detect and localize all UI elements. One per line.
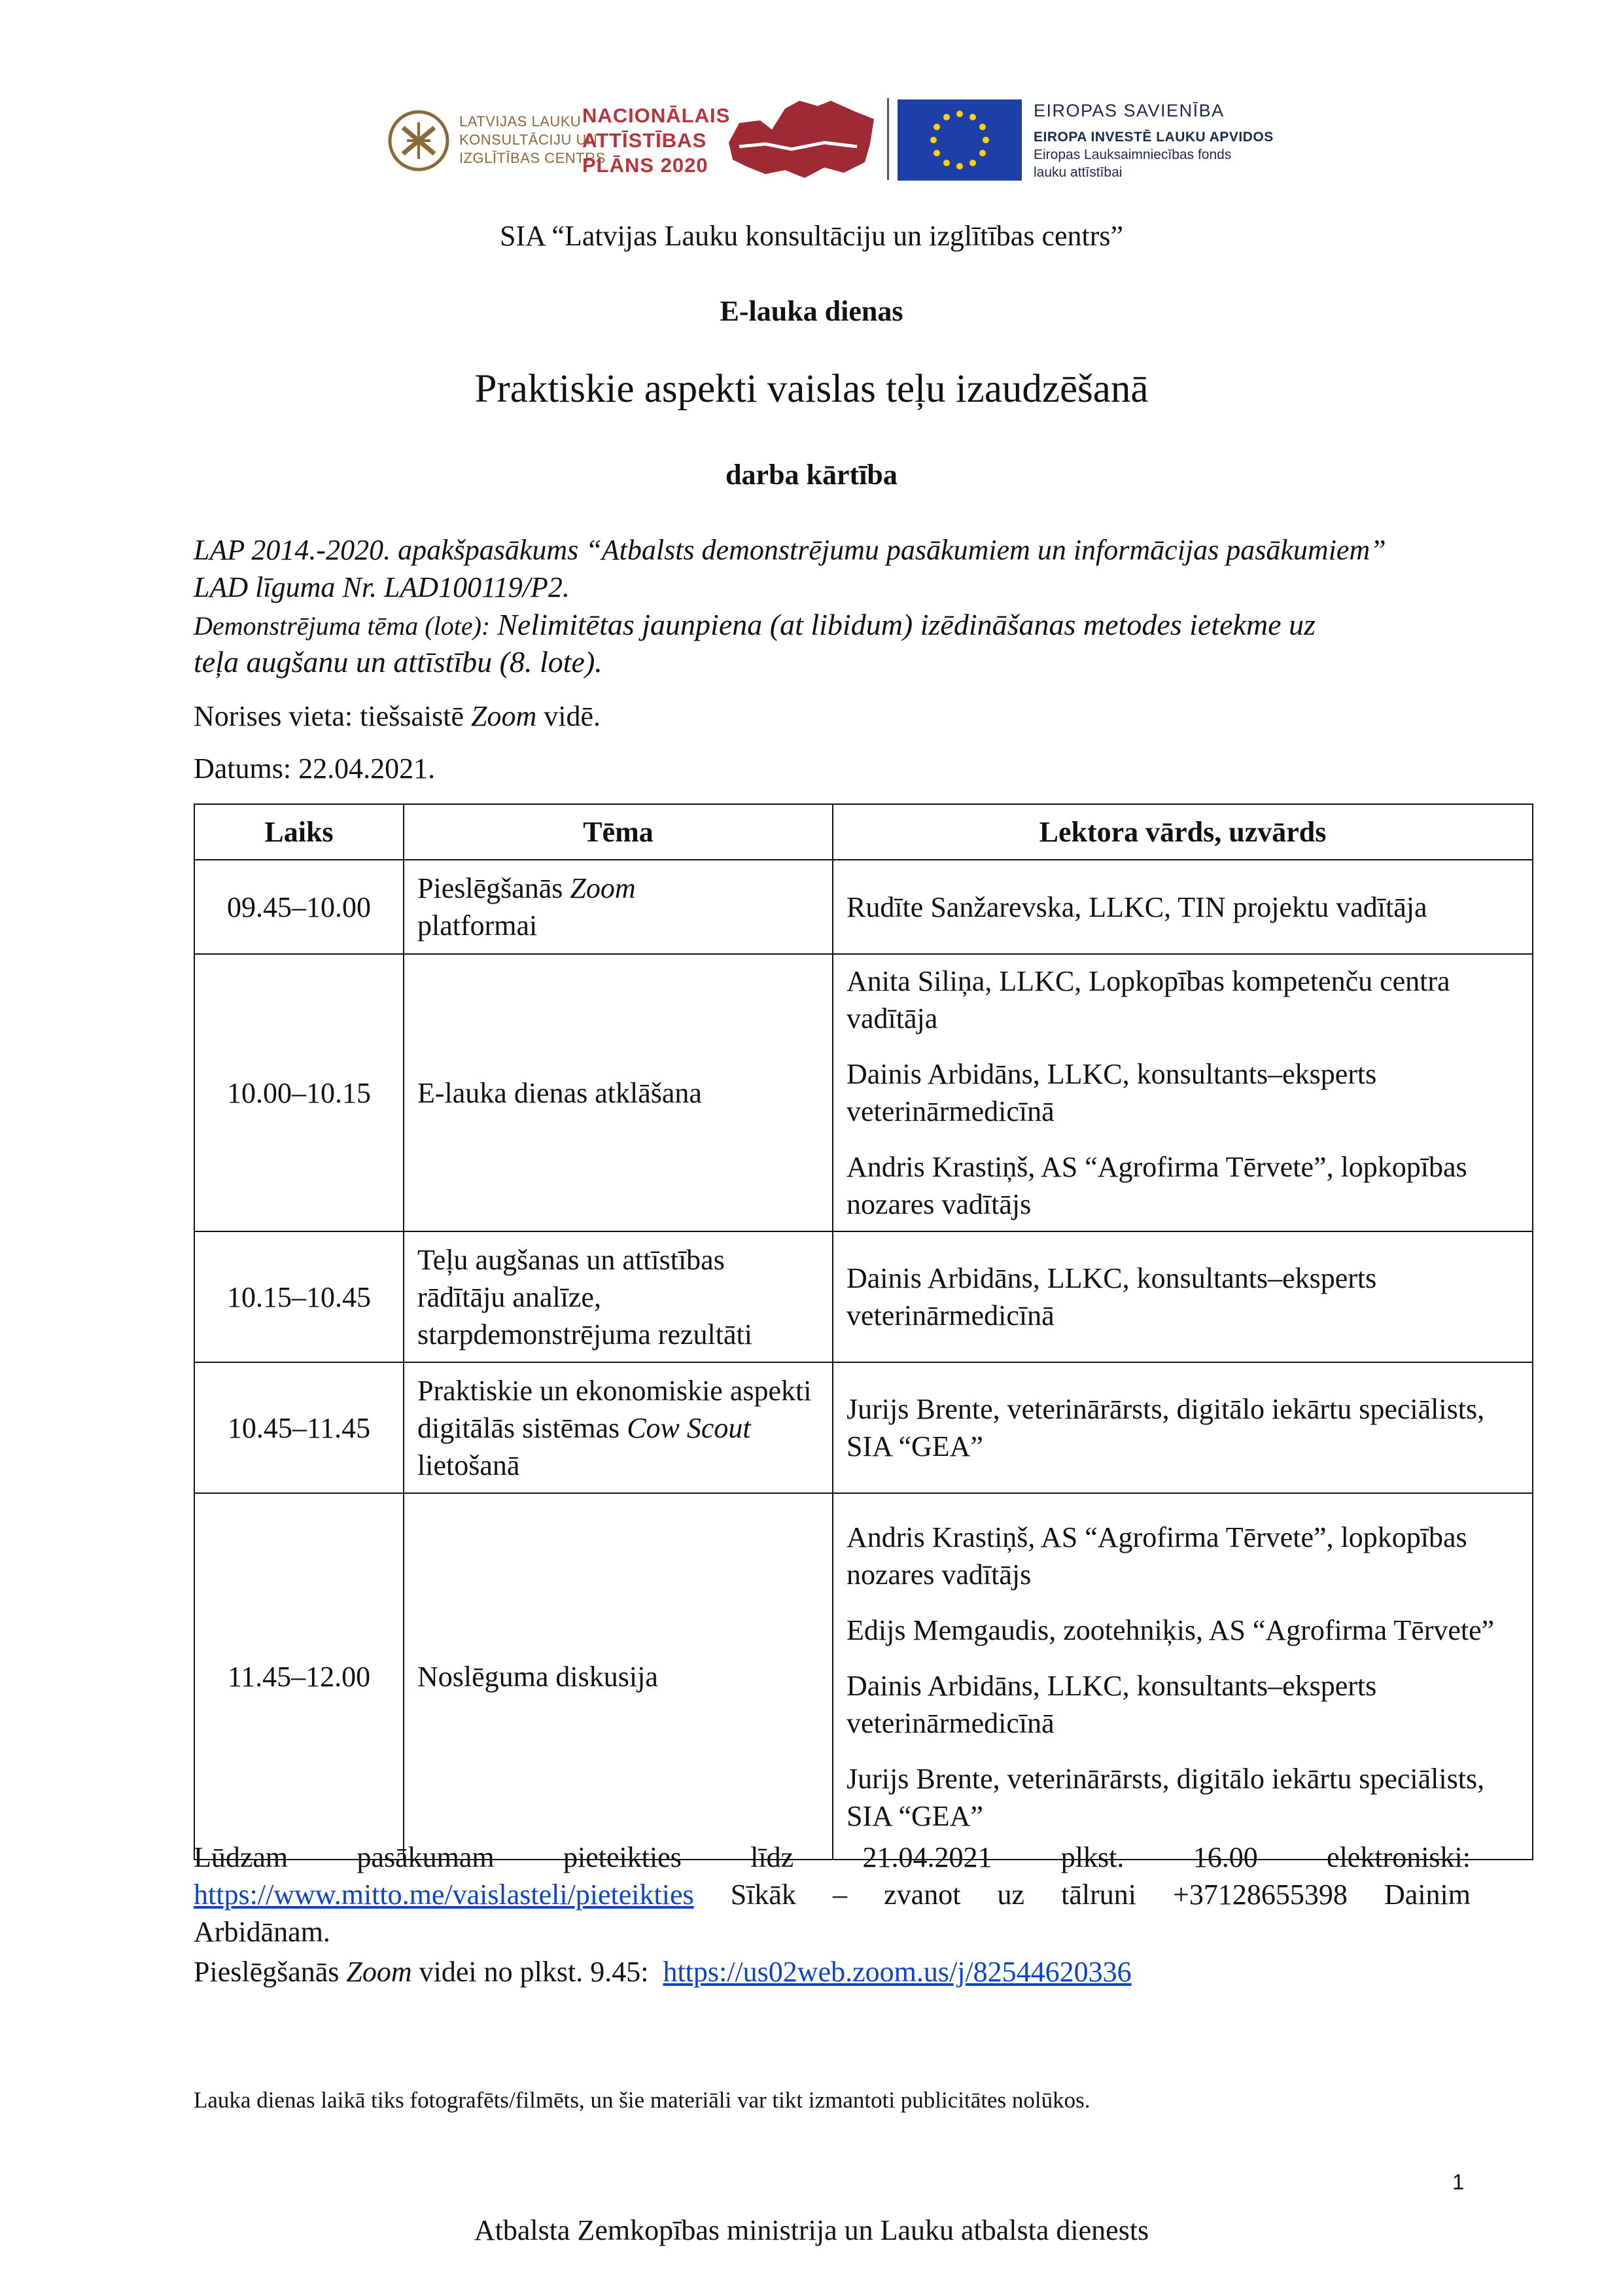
lecturer: Dainis Arbidāns, LLKC, konsultants–eksperts veterinārmedicīnā: [846, 1058, 1377, 1127]
eu-flag-icon: [898, 99, 1022, 181]
publicity-notice: Lauka dienas laikā tiks fotografēts/filmēts, un šie materiāli var tikt izmantoti publicitātes nolūkos.: [194, 2087, 1091, 2113]
topic-text: Nelimitētas jaunpiena (at libidum) izēdināšanas metodes ietekme uz: [497, 608, 1316, 641]
row-time: 10.00–10.15: [194, 954, 404, 1231]
header-logos: [386, 92, 1302, 190]
llkc-logo-text: LATVIJAS LAUKU KONSULTĀCIJU UN IZGLĪTĪBAS CENTRS: [459, 113, 606, 166]
nap-logo-text: NACIONĀLAIS ATTĪSTĪBAS PLĀNS 2020: [582, 104, 731, 177]
contract-line: LAD līguma Nr. LAD100119/P2.: [194, 571, 570, 603]
date-line: Datums: 22.04.2021.: [194, 752, 436, 785]
registration-url-line: https://www.mitto.me/vaislasteli/pieteikties Sīkāk – zvanot uz tālruni +37128655398 Dainim: [194, 1879, 1471, 1911]
row-topic: Pieslēgšanās Zoom platformai: [404, 860, 833, 954]
logo-divider: [887, 98, 889, 180]
lecturer: Dainis Arbidāns, LLKC, konsultants–eksperts veterinārmedicīnā: [846, 1669, 1377, 1739]
table-row: [194, 860, 1533, 954]
eu-title: EIROPAS SAVIENĪBA: [1034, 101, 1225, 120]
registration-contact: Arbidānam.: [194, 1916, 330, 1948]
page-title: Praktiskie aspekti vaislas teļu izaudzēšanā: [474, 367, 1149, 411]
lecturer: Anita Siliņa, LLKC, Lopkopības kompetenču centra vadītāja: [846, 965, 1450, 1034]
lecturer: Jurijs Brente, veterinārārsts, digitālo iekārtu speciālists, SIA “GEA”: [846, 1393, 1485, 1462]
row-time: 11.45–12.00: [194, 1493, 404, 1860]
table-row: [194, 954, 1533, 1231]
page-number: 1: [1452, 2170, 1465, 2194]
footer-text: Atbalsta Zemkopības ministrija un Lauku atbalsta dienests: [474, 2214, 1149, 2246]
table-header-row: [194, 804, 1533, 860]
row-topic: E-lauka dienas atklāšana: [404, 954, 833, 1231]
header-lecturer: Lektora vārds, uzvārds: [833, 804, 1533, 860]
llkc-emblem-icon: [386, 108, 451, 173]
topic-line-2: teļa augšanu un attīstību (8. lote).: [194, 645, 602, 679]
row-topic: Teļu augšanas un attīstības rādītāju analīze, starpdemonstrējuma rezultāti: [404, 1231, 833, 1362]
venue-line: Norises vieta: tiešsaistē Zoom vidē.: [194, 700, 601, 732]
lecturer: Andris Krastiņš, AS “Agrofirma Tērvete”, lopkopības nozares vadītājs: [846, 1151, 1467, 1220]
eu-subtitle: EIROPA INVESTĒ LAUKU APVIDOS Eiropas Lauksaimniecības fonds lauku attīstībai: [1034, 130, 1274, 180]
zoom-link[interactable]: https://us02web.zoom.us/j/82544620336: [663, 1956, 1132, 1988]
table-row: [194, 1231, 1533, 1362]
table-row: [194, 1493, 1533, 1860]
zoom-line: Pieslēgšanās Zoom videi no plkst. 9.45: https://us02web.zoom.us/j/82544620336: [194, 1956, 1132, 1988]
table-row: [194, 1362, 1533, 1493]
organization-name: SIA “Latvijas Lauku konsultāciju un izglītības centrs”: [499, 220, 1124, 252]
registration-line: Lūdzam pasākumam pieteikties līdz 21.04.2021 plkst. 16.00 elektroniski:: [194, 1841, 1471, 1873]
registration-link[interactable]: https://www.mitto.me/vaislasteli/pieteikties: [194, 1879, 694, 1911]
header-time: Laiks: [194, 804, 404, 860]
event-kind: E-lauka dienas: [720, 295, 903, 327]
row-time: 10.45–11.45: [194, 1362, 404, 1493]
row-time: 10.15–10.45: [194, 1231, 404, 1362]
lecturer: Jurijs Brente, veterinārārsts, digitālo iekārtu speciālists, SIA “GEA”: [846, 1762, 1485, 1832]
topic-line: [194, 606, 1463, 645]
row-topic: Praktiskie un ekonomiskie aspekti digitālās sistēmas Cow Scout lietošanā: [404, 1362, 833, 1493]
schedule-table: [194, 804, 1533, 1860]
lecturer: Edijs Memgaudis, zootehniķis, AS “Agrofirma Tērvete”: [846, 1614, 1495, 1646]
row-time: 09.45–10.00: [194, 860, 404, 954]
lecturer: Andris Krastiņš, AS “Agrofirma Tērvete”, lopkopības nozares vadītājs: [846, 1521, 1467, 1591]
row-lecturers: [833, 1493, 1533, 1860]
row-lecturers: [833, 954, 1533, 1231]
program-line: LAP 2014.-2020. apakšpasākums “Atbalsts demonstrējumu pasākumiem un informācijas pasākumiem”: [194, 534, 1386, 566]
header-topic: Tēma: [404, 804, 833, 860]
topic-label: Demonstrējuma tēma (lote):: [194, 611, 491, 641]
lecturer: Rudīte Sanžarevska, LLKC, TIN projektu vadītāja: [846, 891, 1427, 923]
latvia-map-icon: [726, 97, 877, 183]
lecturer: Dainis Arbidāns, LLKC, konsultants–eksperts veterinārmedicīnā: [846, 1262, 1377, 1332]
row-lecturers: [833, 860, 1533, 954]
row-lecturers: [833, 1362, 1533, 1493]
row-lecturers: [833, 1231, 1533, 1362]
agenda-heading: darba kārtība: [725, 459, 898, 491]
row-topic: Noslēguma diskusija: [404, 1493, 833, 1860]
